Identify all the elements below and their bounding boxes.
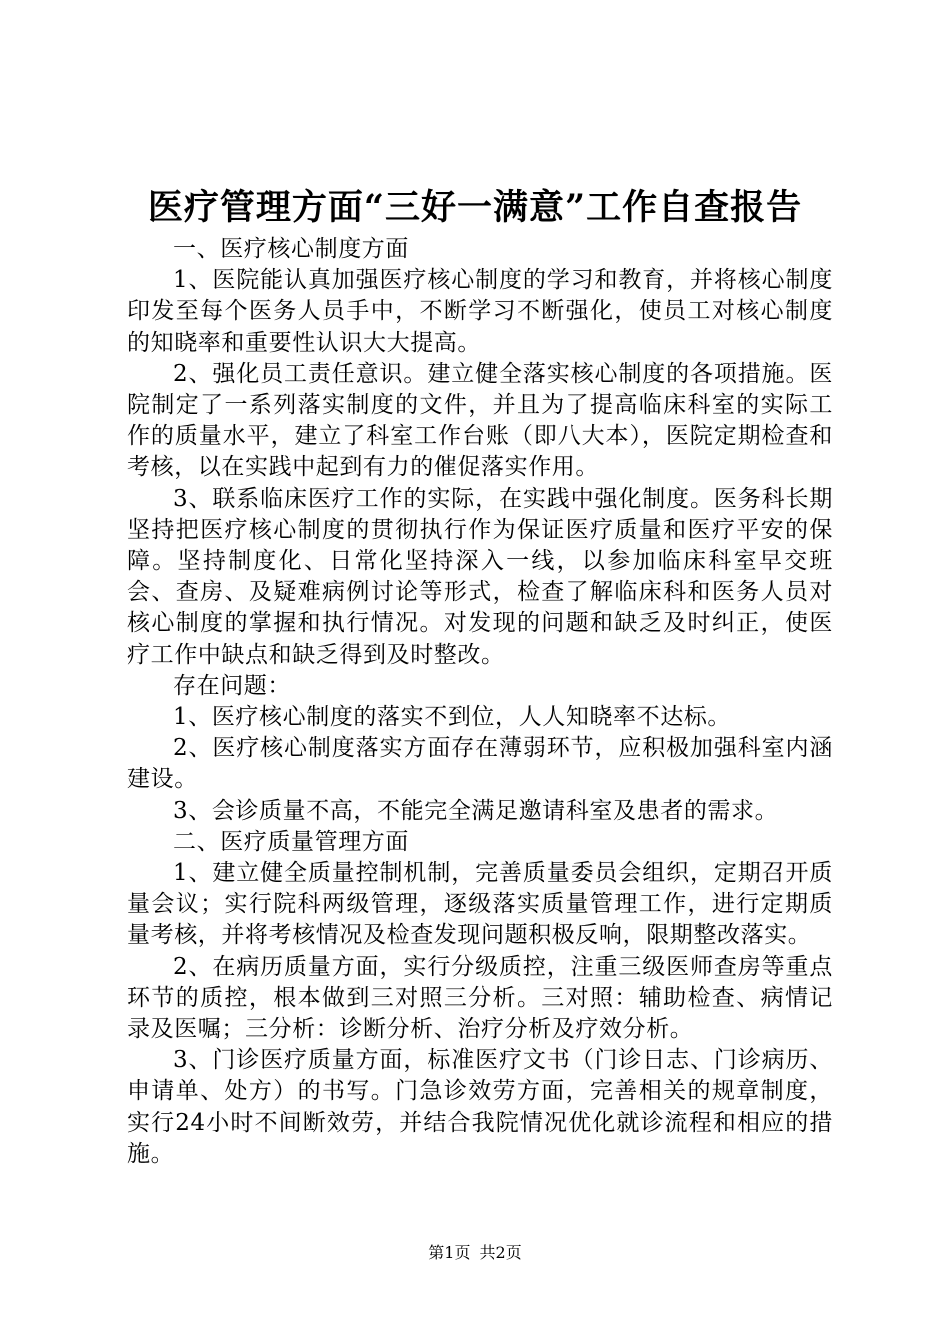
paragraph: 2、强化员工责任意识。建立健全落实核心制度的各项措施。医院制定了一系列落实制度的文件，并且为了提高临床科室的实际工作的质量水平，建立了科室工作台账（即八大本），医院定期检查和考核，以在实践中起到有力的催促落实作用。 (127, 360, 833, 481)
paragraph: 2、医疗核心制度落实方面存在薄弱环节，应积极加强科室内涵建设。 (127, 735, 833, 793)
document-title: 医疗管理方面“三好一满意”工作自查报告 (147, 187, 803, 228)
issues-heading: 存在问题： (173, 672, 291, 699)
page-number: 第1页 (428, 1243, 471, 1262)
paragraph: 1、医疗核心制度的落实不到位，人人知晓率不达标。 (173, 704, 732, 731)
document-body (127, 234, 833, 1170)
paragraph: 1、建立健全质量控制机制，完善质量委员会组织，定期召开质量会议；实行院科两级管理，逐级落实质量管理工作，进行定期质量考核，并将考核情况及检查发现问题积极反响，限期整改落实。 (127, 860, 833, 949)
paragraph: 3、门诊医疗质量方面，标准医疗文书（门诊日志、门诊病历、申请单、处方）的书写。门急诊效劳方面，完善相关的规章制度，实行24小时不间断效劳，并结合我院情况优化就诊流程和相应的措施。 (127, 1047, 833, 1167)
section-heading-2: 二、医疗质量管理方面 (173, 828, 409, 855)
paragraph: 2、在病历质量方面，实行分级质控，注重三级医师查房等重点环节的质控，根本做到三对照三分析。三对照：辅助检查、病情记录及医嘱；三分析：诊断分析、治疗分析及疗效分析。 (127, 953, 833, 1043)
section-heading-1: 一、医疗核心制度方面 (173, 236, 409, 262)
page-total: 共2页 (479, 1243, 522, 1262)
paragraph: 3、联系临床医疗工作的实际，在实践中强化制度。医务科长期坚持把医疗核心制度的贯彻执行作为保证医疗质量和医疗平安的保障。坚持制度化、日常化坚持深入一线，以参加临床科室早交班会、查房、及疑难病例讨论等形式，检查了解临床科和医务人员对核心制度的掌握和执行情况。对发现的问题和缺乏及时纠正，使医疗工作中缺点和缺乏得到及时整改。 (127, 485, 833, 668)
paragraph: 1、医院能认真加强医疗核心制度的学习和教育，并将核心制度印发至每个医务人员手中，不断学习不断强化，使员工对核心制度的知晓率和重要性认识大大提高。 (127, 267, 833, 356)
page-footer (0, 1243, 950, 1263)
paragraph: 3、会诊质量不高，不能完全满足邀请科室及患者的需求。 (173, 797, 779, 824)
